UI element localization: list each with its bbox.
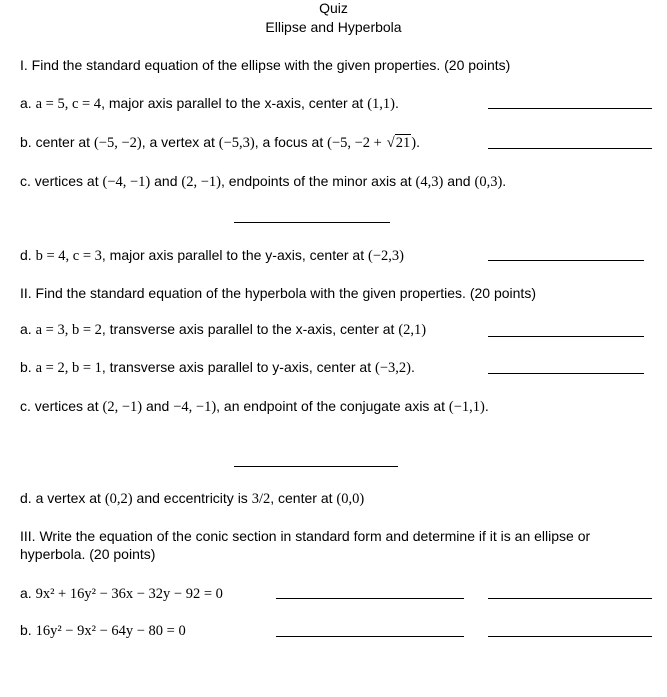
- answer-line-1c[interactable]: [234, 222, 390, 223]
- math: (1,1): [367, 96, 395, 112]
- math: a = 2, b = 1: [35, 360, 102, 376]
- text: vertices at: [34, 398, 99, 414]
- math: b = 4, c = 3: [35, 248, 102, 264]
- part2-question-c: [20, 398, 489, 415]
- text: and: [154, 173, 178, 189]
- part1-question-d: [20, 247, 404, 264]
- answer-line-2b[interactable]: [488, 373, 644, 374]
- answer-line-3a-type[interactable]: [488, 598, 652, 599]
- math: (0,2): [104, 491, 133, 507]
- math: (2, −1): [181, 174, 221, 190]
- text: .: [502, 173, 507, 189]
- question-label: b.: [20, 622, 32, 638]
- question-label: c.: [20, 173, 31, 189]
- question-label: a.: [20, 585, 32, 601]
- question-label: a.: [20, 321, 32, 337]
- text: , center at: [270, 490, 333, 506]
- part1-question-b: [20, 134, 420, 151]
- question-label: c.: [20, 398, 31, 414]
- part3-heading-line1: III. Write the equation of the conic section in standard form and determine if it is an ellipse or: [20, 528, 591, 544]
- part2-heading: II. Find the standard equation of the hyperbola with the given properties. (20 points): [20, 285, 536, 301]
- page-title: Quiz: [319, 0, 348, 16]
- math: (−3,2): [375, 360, 411, 376]
- math: (−5, −2): [93, 135, 142, 151]
- math: 16y² − 9x² − 64y − 80 = 0: [35, 623, 186, 639]
- text: , a vertex at: [141, 134, 215, 150]
- text: , a focus at: [254, 134, 324, 150]
- radicand: 21: [395, 135, 411, 151]
- math: a = 3, b = 2: [35, 322, 102, 338]
- text: , transverse axis parallel to the x-axis, center at: [101, 321, 395, 337]
- math: 9x² + 16y² − 36x − 32y − 92 = 0: [35, 586, 223, 602]
- answer-line-1b[interactable]: [488, 148, 652, 149]
- question-label: d.: [20, 247, 32, 263]
- math: 3/2: [251, 491, 271, 507]
- text: , an endpoint of the conjugate axis at: [216, 398, 445, 414]
- text: and: [145, 398, 170, 414]
- text: .: [416, 134, 420, 150]
- math: a = 5, c = 4: [35, 96, 102, 112]
- answer-line-3b-type[interactable]: [488, 636, 652, 637]
- part2-question-b: [20, 359, 415, 376]
- question-label: b.: [20, 134, 32, 150]
- part3-question-a: [20, 585, 223, 602]
- text: and eccentricity is: [136, 490, 248, 506]
- answer-line-3b-equation[interactable]: [276, 636, 464, 637]
- part3-heading-line2: hyperbola. (20 points): [20, 546, 156, 562]
- text: , endpoints of the minor axis at: [220, 173, 412, 189]
- text: , major axis parallel to the y-axis, center at: [101, 247, 365, 263]
- text: .: [410, 359, 415, 375]
- math: (0,0): [336, 491, 365, 507]
- answer-line-1a[interactable]: [488, 108, 652, 109]
- math: (−2,3): [368, 248, 404, 264]
- math: ): [411, 135, 417, 151]
- math: −4, −1): [173, 399, 217, 415]
- part2-question-d: [20, 490, 364, 507]
- math: (4,3): [415, 174, 444, 190]
- text: and: [447, 173, 471, 189]
- text: center at: [35, 134, 91, 150]
- page-subtitle: Ellipse and Hyperbola: [265, 19, 402, 35]
- answer-line-3a-equation[interactable]: [276, 598, 464, 599]
- answer-line-2c[interactable]: [234, 466, 398, 467]
- math: (2, −1): [102, 399, 143, 415]
- text: vertices at: [34, 173, 99, 189]
- question-label: d.: [20, 490, 32, 506]
- part2-question-a: [20, 321, 426, 338]
- square-root: √21: [386, 135, 411, 151]
- math: (−5,3): [218, 135, 255, 151]
- math: (−4, −1): [102, 174, 151, 190]
- math: (−5, −2 +: [327, 135, 382, 151]
- part1-heading: I. Find the standard equation of the ellipse with the given properties. (20 points): [20, 57, 511, 73]
- text: .: [394, 95, 399, 111]
- question-label: a.: [20, 95, 32, 111]
- text: , major axis parallel to the x-axis, center at: [101, 95, 364, 111]
- text: .: [484, 398, 489, 414]
- math: (2,1): [398, 322, 427, 338]
- answer-line-1d[interactable]: [488, 260, 644, 261]
- part1-question-a: [20, 95, 399, 112]
- question-label: b.: [20, 359, 32, 375]
- part1-question-c: [20, 173, 506, 190]
- text: , transverse axis parallel to y-axis, center at: [101, 359, 372, 375]
- math: (−1,1): [448, 399, 485, 415]
- text: a vertex at: [35, 490, 101, 506]
- math: (0,3): [474, 174, 503, 190]
- answer-line-2a[interactable]: [488, 336, 644, 337]
- part3-question-b: [20, 622, 186, 639]
